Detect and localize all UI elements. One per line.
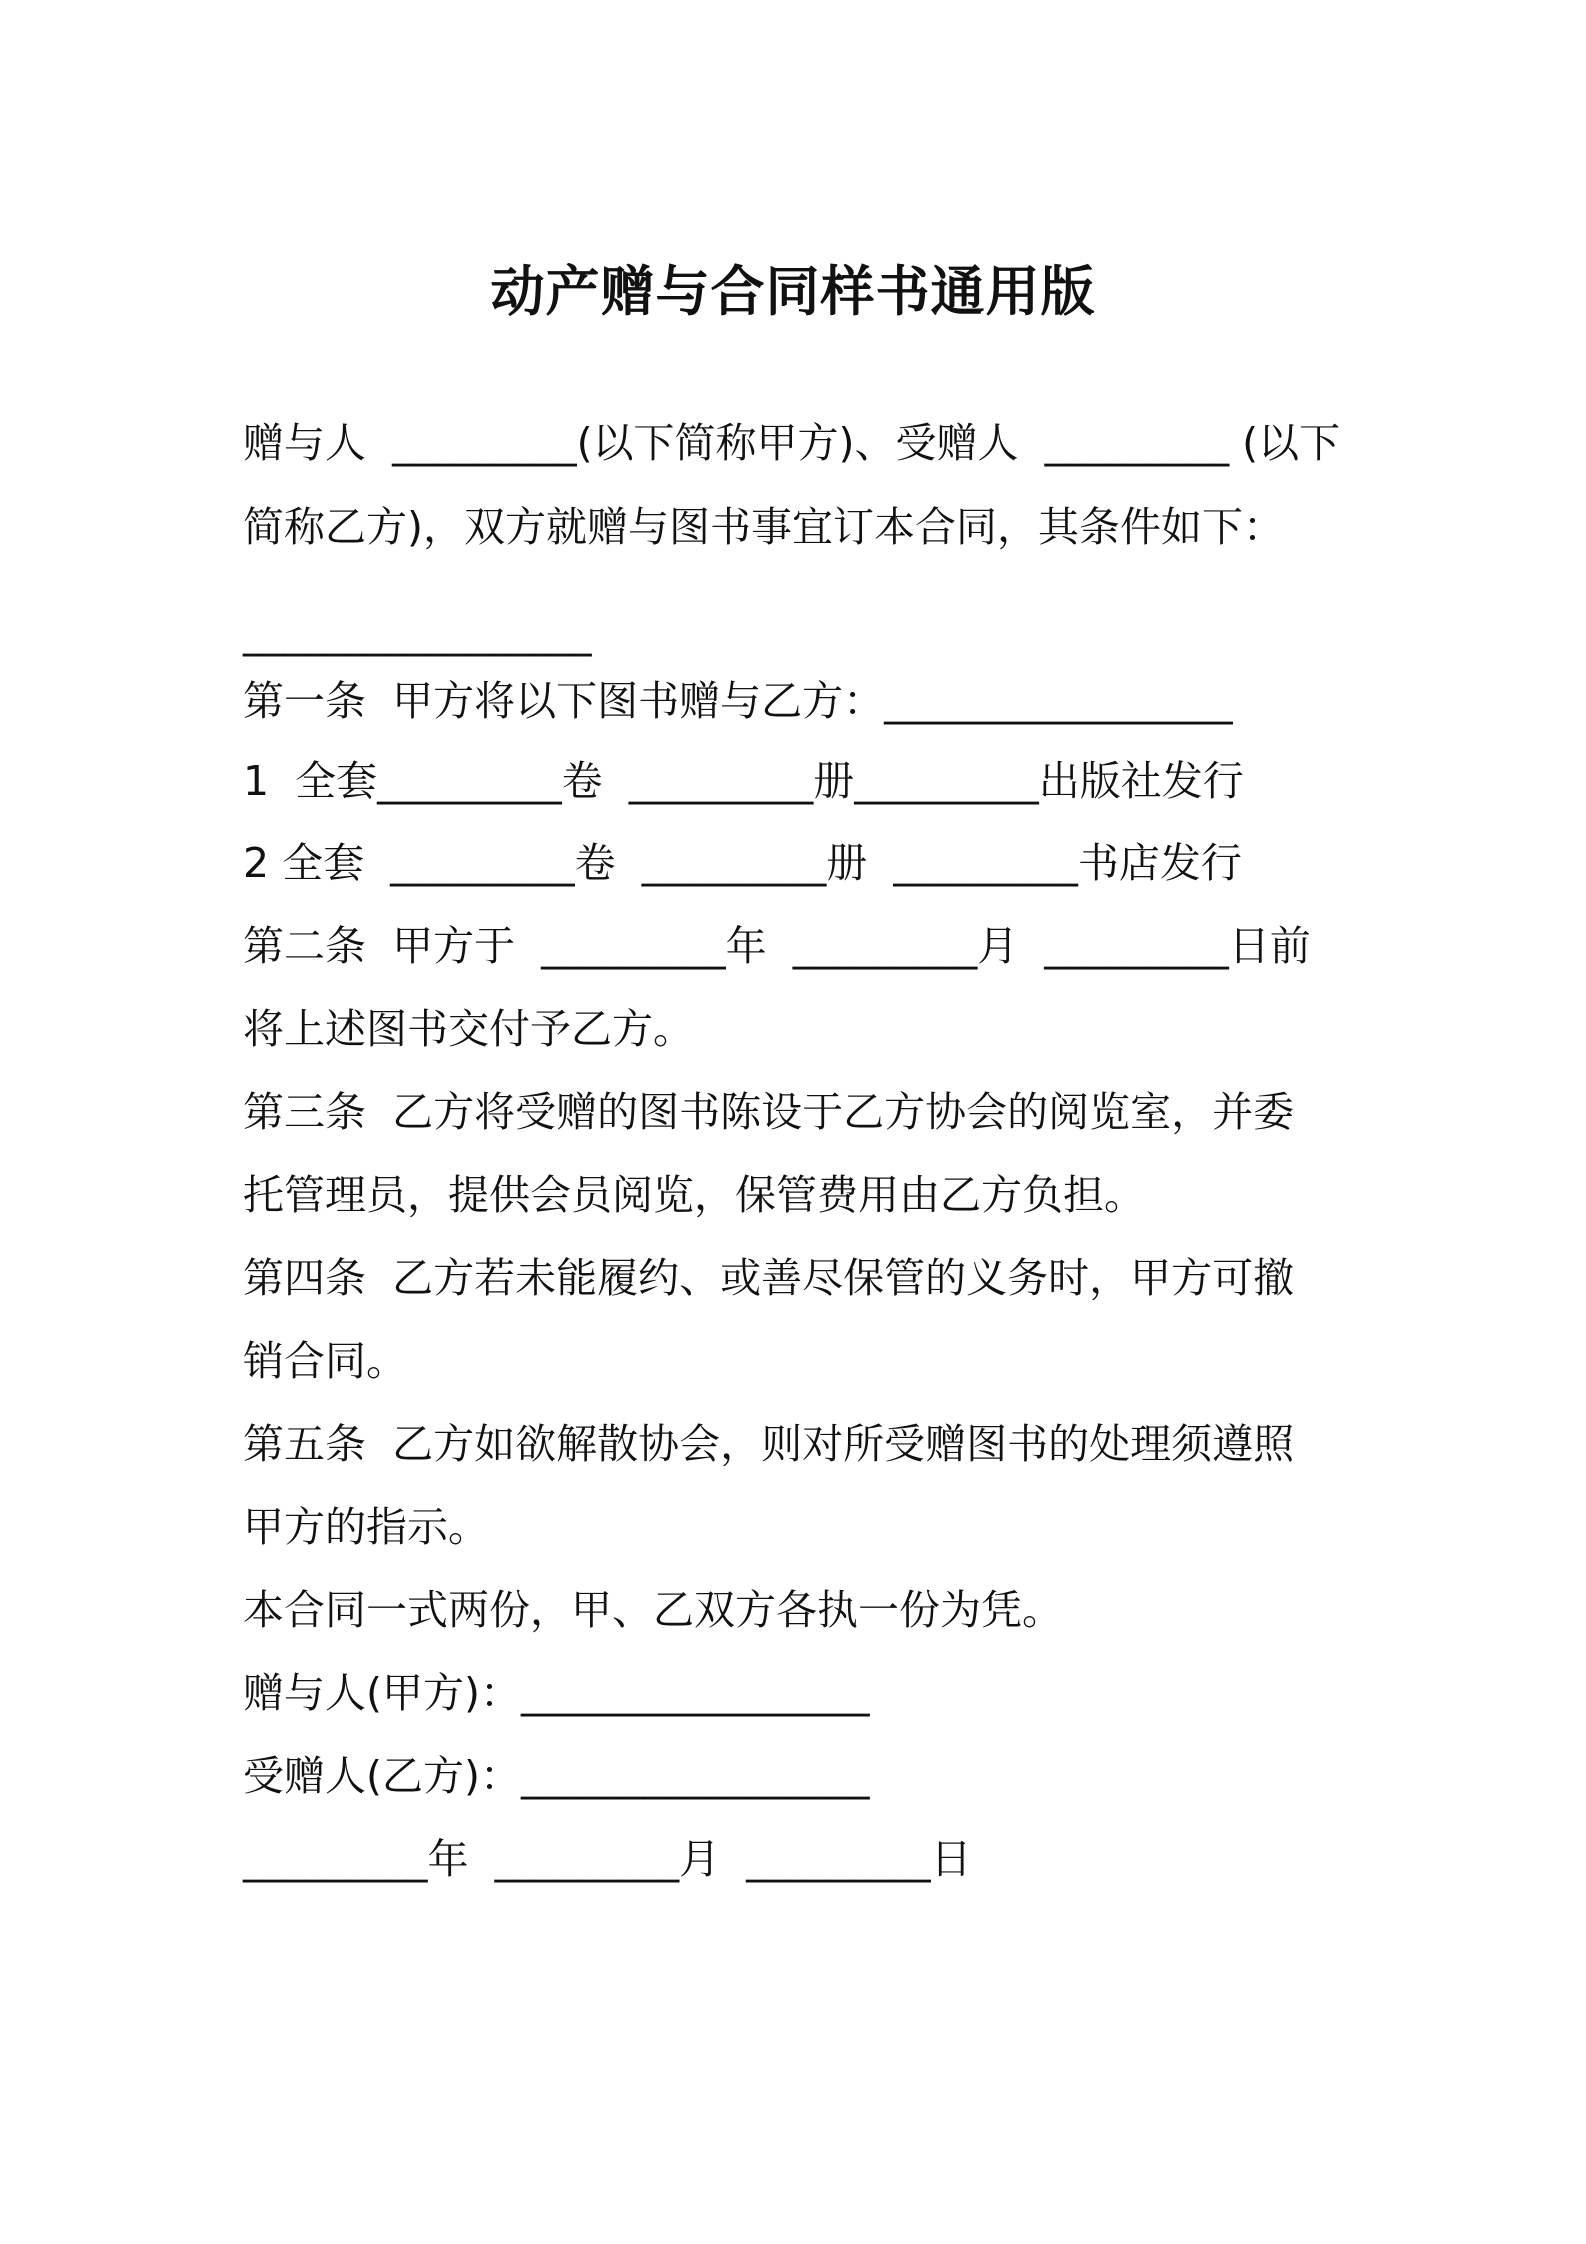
article-4-line-1: 第四条 乙方若未能履约、或善尽保管的义务时，甲方可撤 [243, 1254, 1295, 1302]
article-5-line-1: 第五条 乙方如欲解散协会，则对所受赠图书的处理须遵照 [243, 1420, 1295, 1468]
article-3-line-1: 第三条 乙方将受赠的图书陈设于乙方协会的阅览室，并委 [243, 1088, 1295, 1136]
donee-signature-line: 受赠人(乙方)：_________________ [243, 1752, 870, 1800]
article-2-line-1: 第二条 甲方于 _________年 _________月 _________日前 [243, 922, 1311, 970]
copies-clause: 本合同一式两份，甲、乙双方各执一份为凭。 [243, 1586, 1063, 1634]
preamble-blank-line: _________________ [243, 609, 592, 657]
item-1-line: 1 全套_________卷 _________册_________出版社发行 [243, 757, 1244, 805]
preamble-line-1: 赠与人 _________(以下简称甲方)、受赠人 _________ (以下 [243, 419, 1341, 467]
date-line: _________年 _________月 _________日 [243, 1835, 972, 1883]
item-2-line: 2 全套 _________卷 _________册 _________书店发行 [243, 839, 1242, 887]
article-4-line-2: 销合同。 [243, 1337, 407, 1385]
article-3-line-2: 托管理员，提供会员阅览，保管费用由乙方负担。 [243, 1171, 1145, 1219]
article-5-line-2: 甲方的指示。 [243, 1503, 489, 1551]
article-2-line-2: 将上述图书交付予乙方。 [243, 1005, 694, 1053]
document-title: 动产赠与合同样书通用版 [490, 260, 1096, 323]
preamble-line-2: 简称乙方)，双方就赠与图书事宜订本合同，其条件如下： [243, 503, 1284, 551]
donor-signature-line: 赠与人(甲方)：_________________ [243, 1669, 870, 1717]
article-1-line: 第一条 甲方将以下图书赠与乙方：_________________ [243, 677, 1233, 725]
